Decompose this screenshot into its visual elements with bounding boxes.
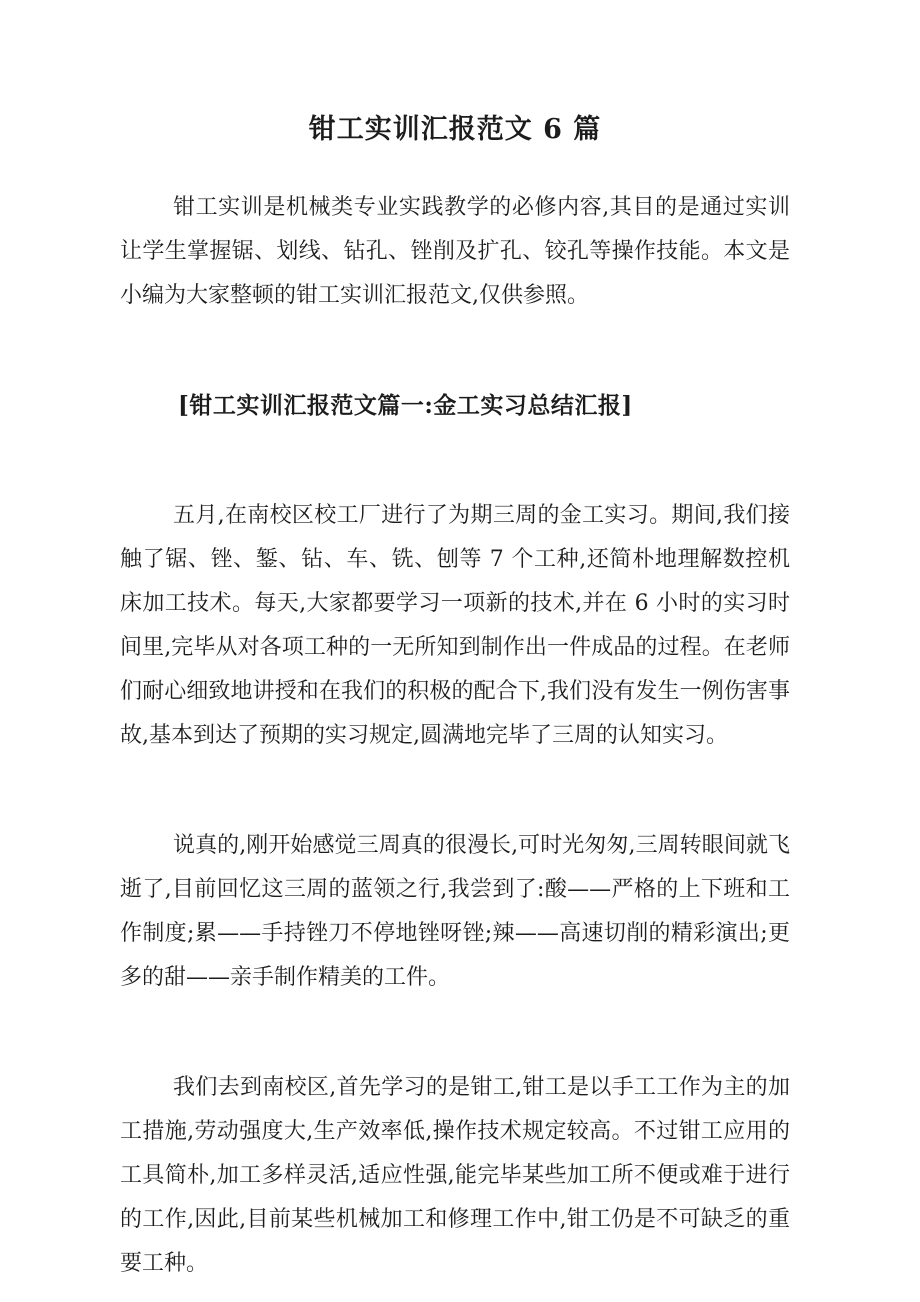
paragraph-fitter-work-intro: 我们去到南校区,首先学习的是钳工,钳工是以手工工作为主的加工措施,劳动强度大,生产效率低,操作技术规定较高。不过钳工应用的工具简朴,加工多样灵活,适应性强,能完毕某些加工所不便或难于进行的工作,因此,目前某些机械加工和修理工作中,钳工仍是不可缺乏的重要工种。: [120, 1075, 790, 1276]
paragraph-three-weeks-feelings: 说真的,刚开始感觉三周真的很漫长,可时光匆匆,三周转眼间就飞逝了,目前回忆这三周的蓝领之行,我尝到了:酸——严格的上下班和工作制度;累——手持锉刀不停地锉呀锉;辣——高速切削的精彩演出;更多的甜——亲手制作精美的工件。: [120, 833, 790, 990]
document-title: 钳工实训汇报范文 6 篇: [308, 114, 602, 145]
paragraph-intro: 钳工实训是机械类专业实践教学的必修内容,其目的是通过实训让学生掌握锯、划线、钻孔、锉削及扩孔、铰孔等操作技能。本文是小编为大家整顿的钳工实训汇报范文,仅供参照。: [120, 195, 790, 308]
section-heading: [钳工实训汇报范文篇一:金工实习总结汇报]: [178, 392, 633, 419]
paragraph-internship-overview: 五月,在南校区校工厂进行了为期三周的金工实习。期间,我们接触了锯、锉、錾、钻、车、铣、刨等 7 个工种,还简朴地理解数控机床加工技术。每天,大家都要学习一项新的技术,并在 6 小时的实习时间里,完毕从对各项工种的一无所知到制作出一件成品的过程。在老师们耐心细致地讲授和在我们的积极的配合下,我们没有发生一例伤害事故,基本到达了预期的实习规定,圆满地完毕了三周的认知实习。: [120, 503, 790, 748]
